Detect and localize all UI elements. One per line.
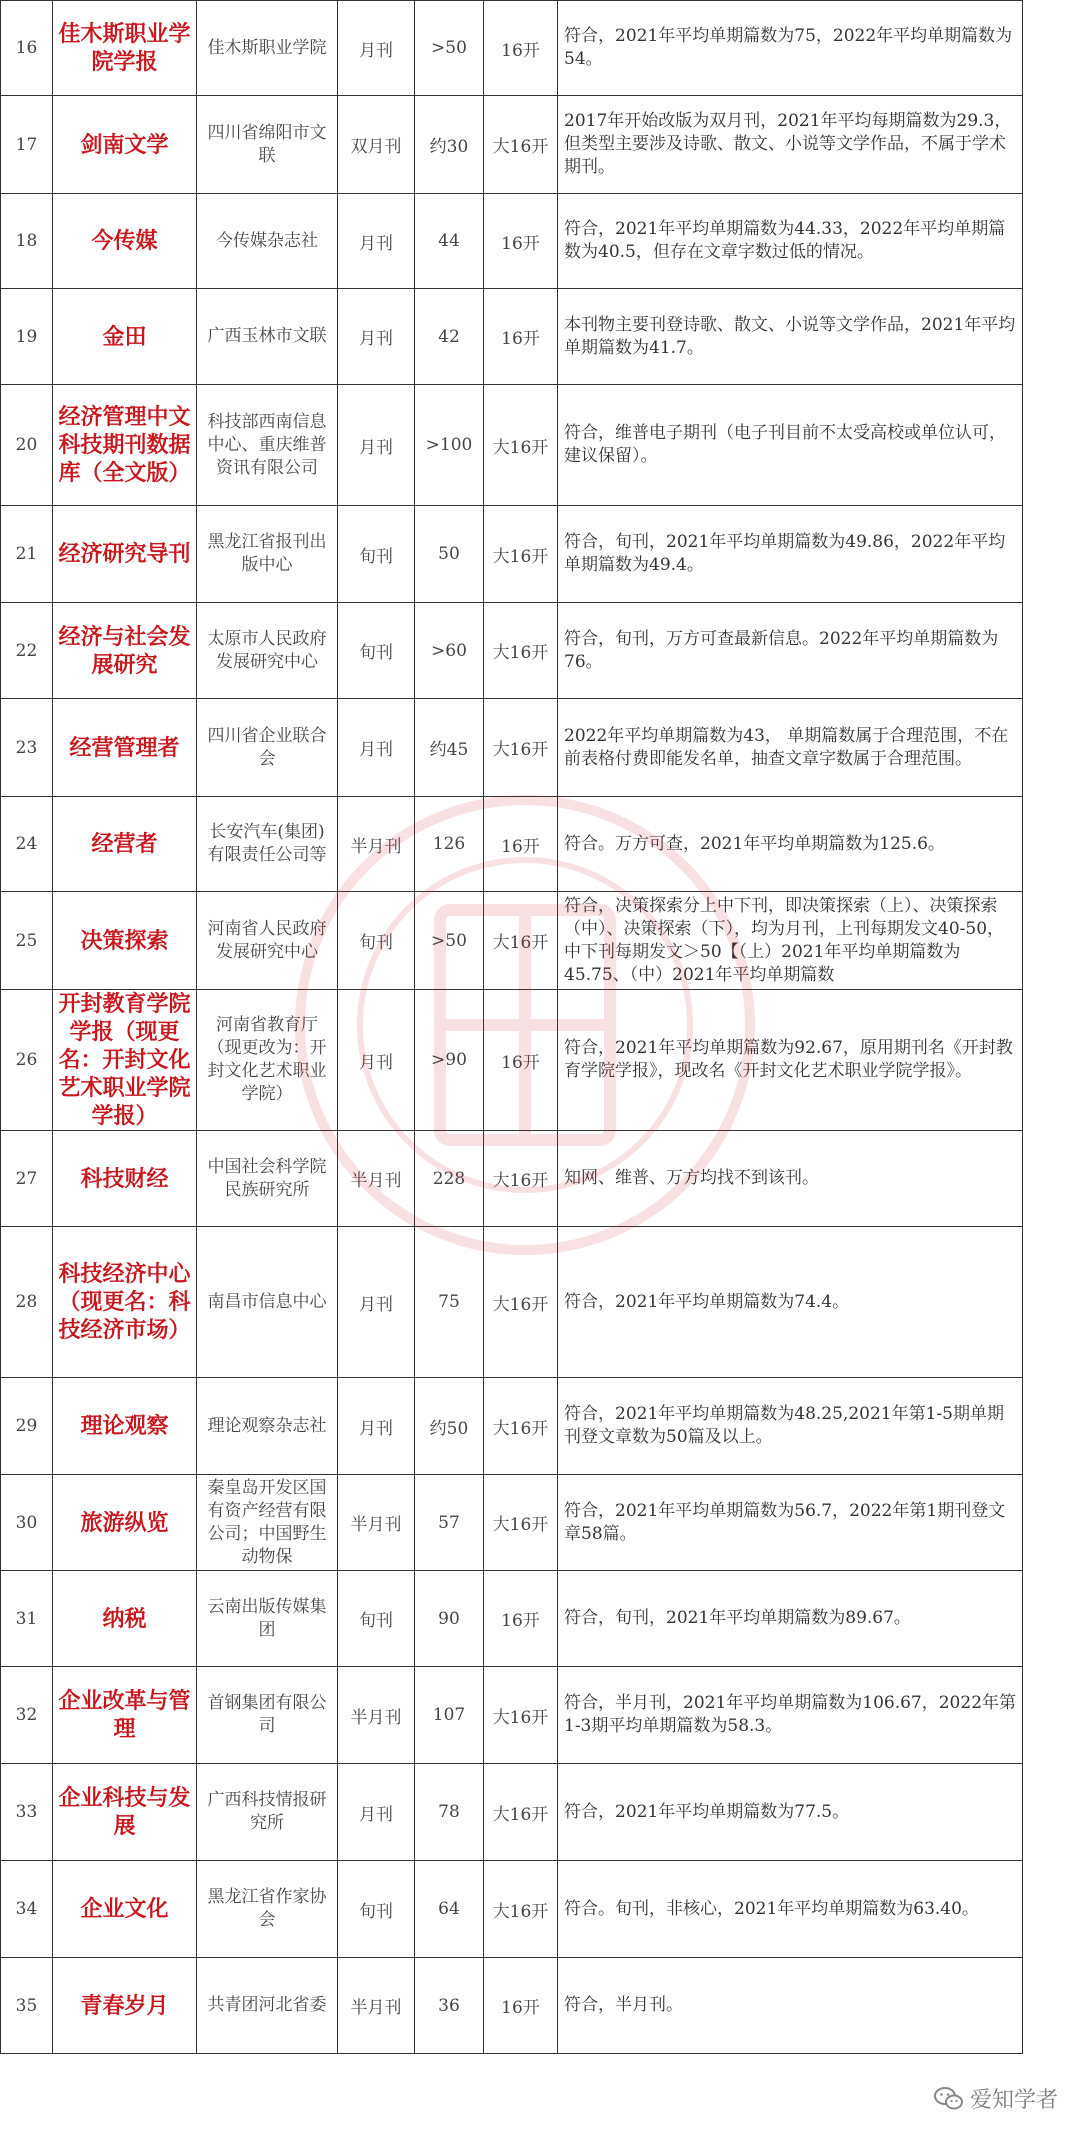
review-note: 符合，决策探索分上中下刊，即决策探索（上）、决策探索（中）、决策探索（下），均为月刊，上刊每期发文40-50，中下刊每期发文＞50【（上）2021年平均单期篇数为45.75、（中）2021年平均单期篇数	[558, 892, 1023, 990]
sponsor-organization: 黑龙江省作家协会	[197, 1861, 338, 1958]
publication-frequency: 月刊	[338, 194, 415, 289]
articles-per-issue: >100	[415, 385, 484, 506]
row-number: 16	[1, 1, 53, 96]
row-number: 23	[1, 699, 53, 797]
journal-name: 经济与社会发展研究	[53, 603, 197, 699]
table-row	[1, 1475, 1023, 1571]
journal-name: 企业改革与管理	[53, 1667, 197, 1764]
sponsor-organization: 共青团河北省委	[197, 1958, 338, 2054]
sponsor-organization: 广西科技情报研究所	[197, 1764, 338, 1861]
sponsor-organization: 长安汽车(集团)有限责任公司等	[197, 797, 338, 892]
page-size: 16开	[484, 1958, 558, 2054]
review-note: 符合，旬刊，2021年平均单期篇数为49.86，2022年平均单期篇数为49.4。	[558, 506, 1023, 603]
articles-per-issue: >60	[415, 603, 484, 699]
review-note: 符合，旬刊，2021年平均单期篇数为89.67。	[558, 1571, 1023, 1667]
review-note: 符合，半月刊，2021年平均单期篇数为106.67，2022年第1-3期平均单期篇数为58.3。	[558, 1667, 1023, 1764]
articles-per-issue: 57	[415, 1475, 484, 1571]
table-row	[1, 603, 1023, 699]
publication-frequency: 旬刊	[338, 506, 415, 603]
review-note: 2017年开始改版为双月刊，2021年平均每期篇数为29.3，但类型主要涉及诗歌、散文、小说等文学作品，不属于学术期刊。	[558, 96, 1023, 194]
articles-per-issue: >50	[415, 1, 484, 96]
table-row	[1, 699, 1023, 797]
row-number: 24	[1, 797, 53, 892]
row-number: 25	[1, 892, 53, 990]
articles-per-issue: >50	[415, 892, 484, 990]
page-size: 16开	[484, 1, 558, 96]
articles-per-issue: 107	[415, 1667, 484, 1764]
publication-frequency: 旬刊	[338, 892, 415, 990]
logo-text: 爱知学者	[969, 2088, 1058, 2113]
journal-name: 科技经济中心（现更名：科技经济市场）	[53, 1227, 197, 1378]
row-number: 18	[1, 194, 53, 289]
page-size: 大16开	[484, 892, 558, 990]
page-size: 大16开	[484, 96, 558, 194]
table-row	[1, 289, 1023, 385]
page-size: 大16开	[484, 1378, 558, 1475]
table-row	[1, 1958, 1023, 2054]
publication-frequency: 半月刊	[338, 1667, 415, 1764]
journal-name: 旅游纵览	[53, 1475, 197, 1571]
articles-per-issue: 78	[415, 1764, 484, 1861]
publication-frequency: 旬刊	[338, 1571, 415, 1667]
table-row	[1, 1667, 1023, 1764]
table-row	[1, 1571, 1023, 1667]
table-row	[1, 385, 1023, 506]
journal-name: 今传媒	[53, 194, 197, 289]
page-size: 16开	[484, 990, 558, 1131]
articles-per-issue: 90	[415, 1571, 484, 1667]
publication-frequency: 月刊	[338, 289, 415, 385]
review-note: 符合，2021年平均单期篇数为56.7，2022年第1期刊登文章58篇。	[558, 1475, 1023, 1571]
page-size: 大16开	[484, 1131, 558, 1227]
publication-frequency: 半月刊	[338, 797, 415, 892]
row-number: 34	[1, 1861, 53, 1958]
articles-per-issue: 50	[415, 506, 484, 603]
sponsor-organization: 太原市人民政府发展研究中心	[197, 603, 338, 699]
row-number: 17	[1, 96, 53, 194]
publication-frequency: 月刊	[338, 385, 415, 506]
table-row	[1, 1764, 1023, 1861]
journal-name: 开封教育学院学报（现更名：开封文化艺术职业学院学报）	[53, 990, 197, 1131]
journal-name: 决策探索	[53, 892, 197, 990]
journal-name: 佳木斯职业学院学报	[53, 1, 197, 96]
table-row	[1, 96, 1023, 194]
publication-frequency: 月刊	[338, 1227, 415, 1378]
articles-per-issue: 126	[415, 797, 484, 892]
sponsor-organization: 南昌市信息中心	[197, 1227, 338, 1378]
sponsor-organization: 秦皇岛开发区国有资产经营有限公司；中国野生动物保	[197, 1475, 338, 1571]
page-size: 大16开	[484, 1861, 558, 1958]
row-number: 31	[1, 1571, 53, 1667]
sponsor-organization: 广西玉林市文联	[197, 289, 338, 385]
articles-per-issue: 42	[415, 289, 484, 385]
row-number: 30	[1, 1475, 53, 1571]
review-note: 符合，2021年平均单期篇数为75，2022年平均单期篇数为54。	[558, 1, 1023, 96]
sponsor-organization: 中国社会科学院民族研究所	[197, 1131, 338, 1227]
row-number: 33	[1, 1764, 53, 1861]
page-size: 大16开	[484, 699, 558, 797]
journal-name: 经济研究导刊	[53, 506, 197, 603]
sponsor-organization: 河南省人民政府发展研究中心	[197, 892, 338, 990]
review-note: 符合，2021年平均单期篇数为77.5。	[558, 1764, 1023, 1861]
articles-per-issue: 75	[415, 1227, 484, 1378]
articles-per-issue: 228	[415, 1131, 484, 1227]
row-number: 32	[1, 1667, 53, 1764]
journal-name: 经营者	[53, 797, 197, 892]
row-number: 26	[1, 990, 53, 1131]
publication-frequency: 月刊	[338, 1, 415, 96]
page-size: 大16开	[484, 1475, 558, 1571]
review-note: 2022年平均单期篇数为43， 单期篇数属于合理范围，不在前表格付费即能发名单，抽查文章字数属于合理范围。	[558, 699, 1023, 797]
row-number: 28	[1, 1227, 53, 1378]
sponsor-organization: 河南省教育厅（现更改为：开封文化艺术职业学院）	[197, 990, 338, 1131]
sponsor-organization: 黑龙江省报刊出版中心	[197, 506, 338, 603]
table-row	[1, 1378, 1023, 1475]
review-note: 符合，2021年平均单期篇数为74.4。	[558, 1227, 1023, 1378]
review-note: 符合。万方可查，2021年平均单期篇数为125.6。	[558, 797, 1023, 892]
articles-per-issue: 约45	[415, 699, 484, 797]
review-note: 符合，半月刊。	[558, 1958, 1023, 2054]
sponsor-organization: 云南出版传媒集团	[197, 1571, 338, 1667]
publication-frequency: 月刊	[338, 990, 415, 1131]
row-number: 20	[1, 385, 53, 506]
table-row	[1, 1227, 1023, 1378]
sponsor-organization: 佳木斯职业学院	[197, 1, 338, 96]
sponsor-organization: 四川省企业联合会	[197, 699, 338, 797]
wechat-icon	[934, 2086, 964, 2112]
table-row	[1, 797, 1023, 892]
review-note: 本刊物主要刊登诗歌、散文、小说等文学作品，2021年平均单期篇数为41.7。	[558, 289, 1023, 385]
sponsor-organization: 今传媒杂志社	[197, 194, 338, 289]
review-note: 符合，2021年平均单期篇数为44.33，2022年平均单期篇数为40.5，但存在文章字数过低的情况。	[558, 194, 1023, 289]
articles-per-issue: 约50	[415, 1378, 484, 1475]
sponsor-organization: 理论观察杂志社	[197, 1378, 338, 1475]
journal-name: 金田	[53, 289, 197, 385]
table-row	[1, 506, 1023, 603]
review-note: 符合，2021年平均单期篇数为48.25,2021年第1-5期单期刊登文章数为50篇及以上。	[558, 1378, 1023, 1475]
row-number: 19	[1, 289, 53, 385]
journal-name: 纳税	[53, 1571, 197, 1667]
review-note: 知网、维普、万方均找不到该刊。	[558, 1131, 1023, 1227]
page-size: 大16开	[484, 385, 558, 506]
table-body	[1, 1, 1023, 2054]
page-size: 16开	[484, 797, 558, 892]
sponsor-organization: 科技部西南信息中心、重庆维普资讯有限公司	[197, 385, 338, 506]
journal-name: 企业科技与发展	[53, 1764, 197, 1861]
publication-frequency: 半月刊	[338, 1475, 415, 1571]
journal-name: 剑南文学	[53, 96, 197, 194]
publication-frequency: 旬刊	[338, 603, 415, 699]
articles-per-issue: 64	[415, 1861, 484, 1958]
page-size: 大16开	[484, 1667, 558, 1764]
page-size: 16开	[484, 194, 558, 289]
table-row	[1, 1, 1023, 96]
review-note: 符合，旬刊，万方可查最新信息。2022年平均单期篇数为76。	[558, 603, 1023, 699]
articles-per-issue: 约30	[415, 96, 484, 194]
publication-frequency: 半月刊	[338, 1958, 415, 2054]
articles-per-issue: >90	[415, 990, 484, 1131]
page-size: 16开	[484, 289, 558, 385]
articles-per-issue: 44	[415, 194, 484, 289]
page-size: 大16开	[484, 603, 558, 699]
sponsor-organization: 四川省绵阳市文联	[197, 96, 338, 194]
table-row	[1, 892, 1023, 990]
journal-name: 企业文化	[53, 1861, 197, 1958]
row-number: 29	[1, 1378, 53, 1475]
row-number: 22	[1, 603, 53, 699]
review-note: 符合，维普电子期刊（电子刊目前不太受高校或单位认可，建议保留）。	[558, 385, 1023, 506]
journal-name: 经济管理中文科技期刊数据库（全文版）	[53, 385, 197, 506]
wechat-logo	[934, 2083, 1058, 2114]
page-size: 16开	[484, 1571, 558, 1667]
table-row	[1, 1131, 1023, 1227]
page-size: 大16开	[484, 1764, 558, 1861]
journal-name: 经营管理者	[53, 699, 197, 797]
journal-name: 理论观察	[53, 1378, 197, 1475]
publication-frequency: 旬刊	[338, 1861, 415, 1958]
publication-frequency: 月刊	[338, 699, 415, 797]
page-size: 大16开	[484, 1227, 558, 1378]
journal-name: 青春岁月	[53, 1958, 197, 2054]
row-number: 35	[1, 1958, 53, 2054]
table-row	[1, 194, 1023, 289]
row-number: 27	[1, 1131, 53, 1227]
review-note: 符合。旬刊，非核心，2021年平均单期篇数为63.40。	[558, 1861, 1023, 1958]
publication-frequency: 月刊	[338, 1378, 415, 1475]
publication-frequency: 双月刊	[338, 96, 415, 194]
articles-per-issue: 36	[415, 1958, 484, 2054]
page-size: 大16开	[484, 506, 558, 603]
row-number: 21	[1, 506, 53, 603]
sponsor-organization: 首钢集团有限公司	[197, 1667, 338, 1764]
publication-frequency: 半月刊	[338, 1131, 415, 1227]
table-row	[1, 1861, 1023, 1958]
table-row	[1, 990, 1023, 1131]
journal-name: 科技财经	[53, 1131, 197, 1227]
publication-frequency: 月刊	[338, 1764, 415, 1861]
review-note: 符合，2021年平均单期篇数为92.67，原用期刊名《开封教育学院学报》，现改名《开封文化艺术职业学院学报》。	[558, 990, 1023, 1131]
